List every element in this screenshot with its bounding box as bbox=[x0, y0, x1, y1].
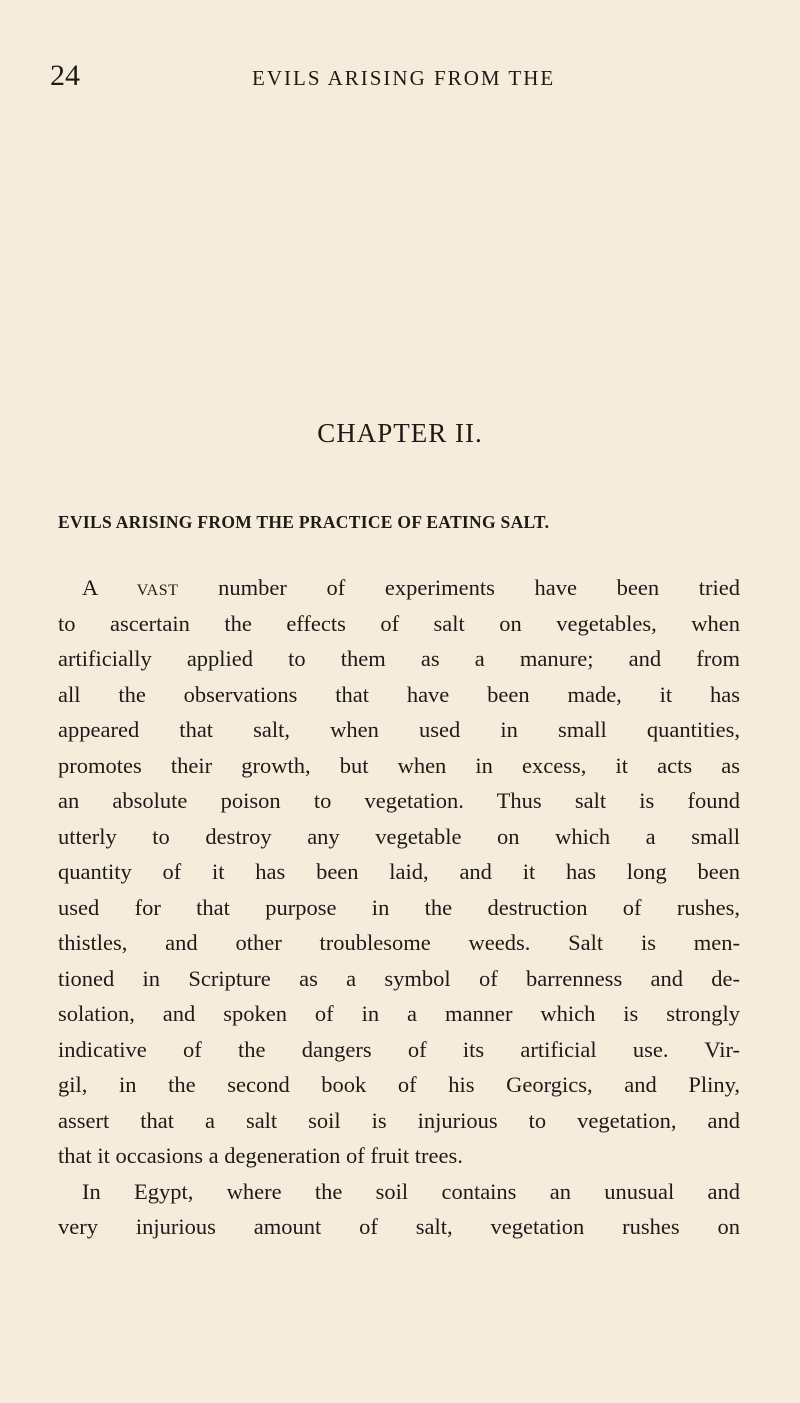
opening-letter: A bbox=[82, 575, 98, 600]
running-head: EVILS ARISING FROM THE bbox=[252, 66, 556, 90]
text-line: thistles, and other troublesome weeds. Salt is men- bbox=[58, 930, 740, 955]
text-line: artificially applied to them as a manure; and from bbox=[58, 646, 740, 671]
text-line: tioned in Scripture as a symbol of barrenness and de- bbox=[58, 965, 740, 991]
text-line: quantity of it has been laid, and it has long been bbox=[58, 859, 740, 884]
body-text bbox=[58, 570, 740, 1245]
text-line: utterly to destroy any vegetable on which a small bbox=[58, 823, 740, 849]
section-heading: EVILS ARISING FROM THE PRACTICE OF EATING SALT. bbox=[58, 512, 550, 532]
chapter-title: CHAPTER II. bbox=[317, 418, 483, 448]
text-line: promotes their growth, but when in excess, it acts as bbox=[58, 752, 740, 778]
text-line: appeared that salt, when used in small quantities, bbox=[58, 717, 740, 742]
text-line: assert that a salt soil is injurious to vegetation, and bbox=[58, 1107, 740, 1133]
text-line-1 bbox=[58, 570, 740, 606]
text-line: gil, in the second book of his Georgics, and Pliny, bbox=[58, 1072, 740, 1097]
text-line-paragraph-end: that it occasions a degeneration of fruit trees. bbox=[58, 1143, 463, 1168]
text-line: used for that purpose in the destruction of rushes, bbox=[58, 894, 740, 920]
text-line: solation, and spoken of in a manner which is strongly bbox=[58, 1001, 740, 1026]
opening-small-caps: vast bbox=[136, 575, 179, 600]
text-line: all the observations that have been made, it has bbox=[58, 681, 740, 707]
text-line-paragraph2-start: In Egypt, where the soil contains an unusual and bbox=[82, 1178, 740, 1204]
opening-line-rest: number of experiments have been tried bbox=[218, 575, 741, 600]
text-line: indicative of the dangers of its artificial use. Vir- bbox=[58, 1036, 740, 1062]
page-number: 24 bbox=[50, 59, 80, 92]
text-line: to ascertain the effects of salt on vegetables, when bbox=[58, 610, 740, 636]
text-line: very injurious amount of salt, vegetation rushes on bbox=[58, 1214, 740, 1239]
text-line: an absolute poison to vegetation. Thus salt is found bbox=[58, 788, 740, 813]
